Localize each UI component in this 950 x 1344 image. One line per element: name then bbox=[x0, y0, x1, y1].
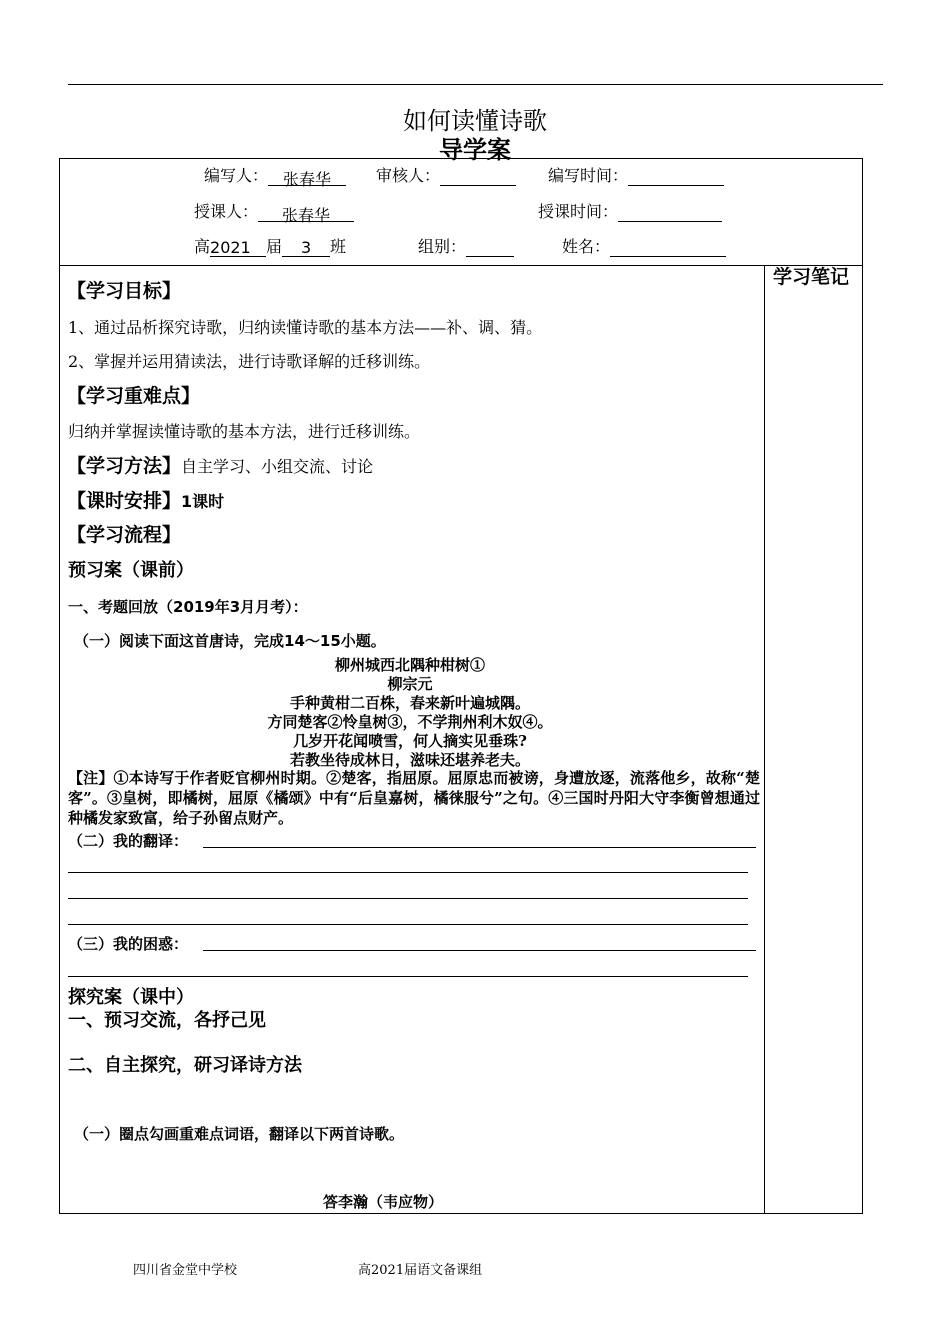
key-points-heading: 【学习重难点】 bbox=[67, 385, 201, 407]
reviewer-field[interactable] bbox=[440, 167, 516, 186]
reading-instruction: （一）阅读下面这首唐诗，完成14～15小题。 bbox=[74, 632, 386, 650]
document-title: 如何读懂诗歌 bbox=[403, 107, 547, 135]
teach-time-label: 授课时间： bbox=[538, 202, 619, 221]
class-number: 3 bbox=[282, 238, 330, 257]
goal-item-2: 2、掌握并运用猜读法，进行诗歌译解的迁移训练。 bbox=[68, 352, 431, 371]
method-row bbox=[67, 451, 373, 478]
goal-item-1: 1、通过品析探究诗歌，归纳读懂诗歌的基本方法——补、调、猜。 bbox=[68, 318, 543, 337]
goal-heading: 【学习目标】 bbox=[67, 280, 182, 302]
name-row bbox=[562, 234, 726, 257]
poem2-title: 答李瀚（韦应物） bbox=[323, 1193, 444, 1211]
name-label: 姓名： bbox=[562, 237, 611, 256]
time-text: 1课时 bbox=[181, 492, 225, 511]
method-heading: 【学习方法】 bbox=[67, 455, 182, 477]
study-notes-label: 学习笔记 bbox=[773, 266, 850, 288]
write-time-field[interactable] bbox=[628, 167, 724, 186]
poem-line: 方同楚客②怜皇树③，不学荆州利木奴④。 bbox=[267, 713, 553, 731]
time-heading: 【课时安排】 bbox=[67, 490, 182, 512]
confusion-answer-line[interactable] bbox=[68, 976, 748, 977]
review-heading: 一、考题回放（2019年3月月考）： bbox=[68, 598, 308, 616]
top-rule bbox=[68, 84, 883, 85]
footer-school: 四川省金堂中学校 bbox=[133, 1263, 238, 1278]
document-subtitle: 导学案 bbox=[439, 136, 511, 164]
grade-year: 2021 bbox=[210, 238, 266, 257]
method-text: 自主学习、小组交流、讨论 bbox=[181, 457, 374, 476]
header-divider bbox=[59, 265, 863, 266]
grade-prefix: 高 bbox=[194, 237, 211, 256]
grade-jie: 届 bbox=[266, 237, 283, 256]
name-field[interactable] bbox=[610, 238, 726, 257]
write-time-row bbox=[548, 163, 724, 186]
flow-heading: 【学习流程】 bbox=[67, 524, 182, 546]
class-row bbox=[194, 234, 346, 257]
teach-time-row bbox=[538, 199, 722, 222]
confusion-answer-line[interactable] bbox=[203, 950, 756, 951]
teach-time-field[interactable] bbox=[618, 203, 722, 222]
reviewer-row bbox=[376, 163, 516, 186]
group-field[interactable] bbox=[466, 238, 514, 257]
write-time-label: 编写时间： bbox=[548, 166, 629, 185]
explore-step-1: 一、预习交流，各抒己见 bbox=[68, 1010, 266, 1031]
group-label: 组别： bbox=[418, 237, 467, 256]
poem-line: 几岁开花闻喷雪，何人摘实见垂珠? bbox=[293, 732, 527, 750]
writer-row bbox=[204, 163, 346, 189]
teacher-label: 授课人： bbox=[194, 202, 259, 221]
explore-heading: 探究案（课中） bbox=[68, 987, 194, 1008]
writer-field[interactable]: 张春华 bbox=[268, 167, 346, 186]
footer-group: 高2021届语文备课组 bbox=[358, 1263, 483, 1278]
explore-step-2: 二、自主探究，研习译诗方法 bbox=[68, 1055, 302, 1076]
poem-line: 若教坐待成林日，滋味还堪养老夫。 bbox=[289, 751, 530, 769]
key-points-text: 归纳并掌握读懂诗歌的基本方法，进行迁移训练。 bbox=[68, 422, 421, 441]
poem-line: 手种黄柑二百株，春来新叶遍城隅。 bbox=[289, 694, 530, 712]
my-confusion-label: （三）我的困惑： bbox=[68, 935, 189, 953]
translation-answer-line[interactable] bbox=[68, 872, 748, 873]
writer-label: 编写人： bbox=[204, 166, 269, 185]
translation-answer-line[interactable] bbox=[68, 924, 748, 925]
teacher-row bbox=[194, 199, 354, 225]
poem-notes: 【注】①本诗写于作者贬官柳州时期。②楚客，指屈原。屈原忠而被谤，身遭放逐，流落他乡，故称“楚客”。③皇树，即橘树，屈原《橘颂》中有“后皇嘉树，橘徕服兮”之句。④三国时丹阳大守李衡曾想通过种橘发家致富，给子孙留点财产。 bbox=[68, 769, 760, 827]
my-translation-label: （二）我的翻译： bbox=[68, 832, 189, 850]
translation-answer-line[interactable] bbox=[203, 847, 756, 848]
preview-heading: 预习案（课前） bbox=[68, 560, 194, 581]
translation-answer-line[interactable] bbox=[68, 898, 748, 899]
time-row bbox=[67, 486, 224, 513]
explore-sub-instruction: （一）圈点勾画重难点词语，翻译以下两首诗歌。 bbox=[74, 1125, 405, 1143]
poem-author: 柳宗元 bbox=[387, 675, 433, 693]
class-suffix: 班 bbox=[330, 237, 347, 256]
poem-title: 柳州城西北隅种柑树① bbox=[334, 656, 485, 674]
notes-column-divider bbox=[764, 265, 765, 1214]
teacher-field[interactable]: 张春华 bbox=[258, 203, 354, 222]
group-row bbox=[418, 234, 514, 257]
reviewer-label: 审核人： bbox=[376, 166, 441, 185]
